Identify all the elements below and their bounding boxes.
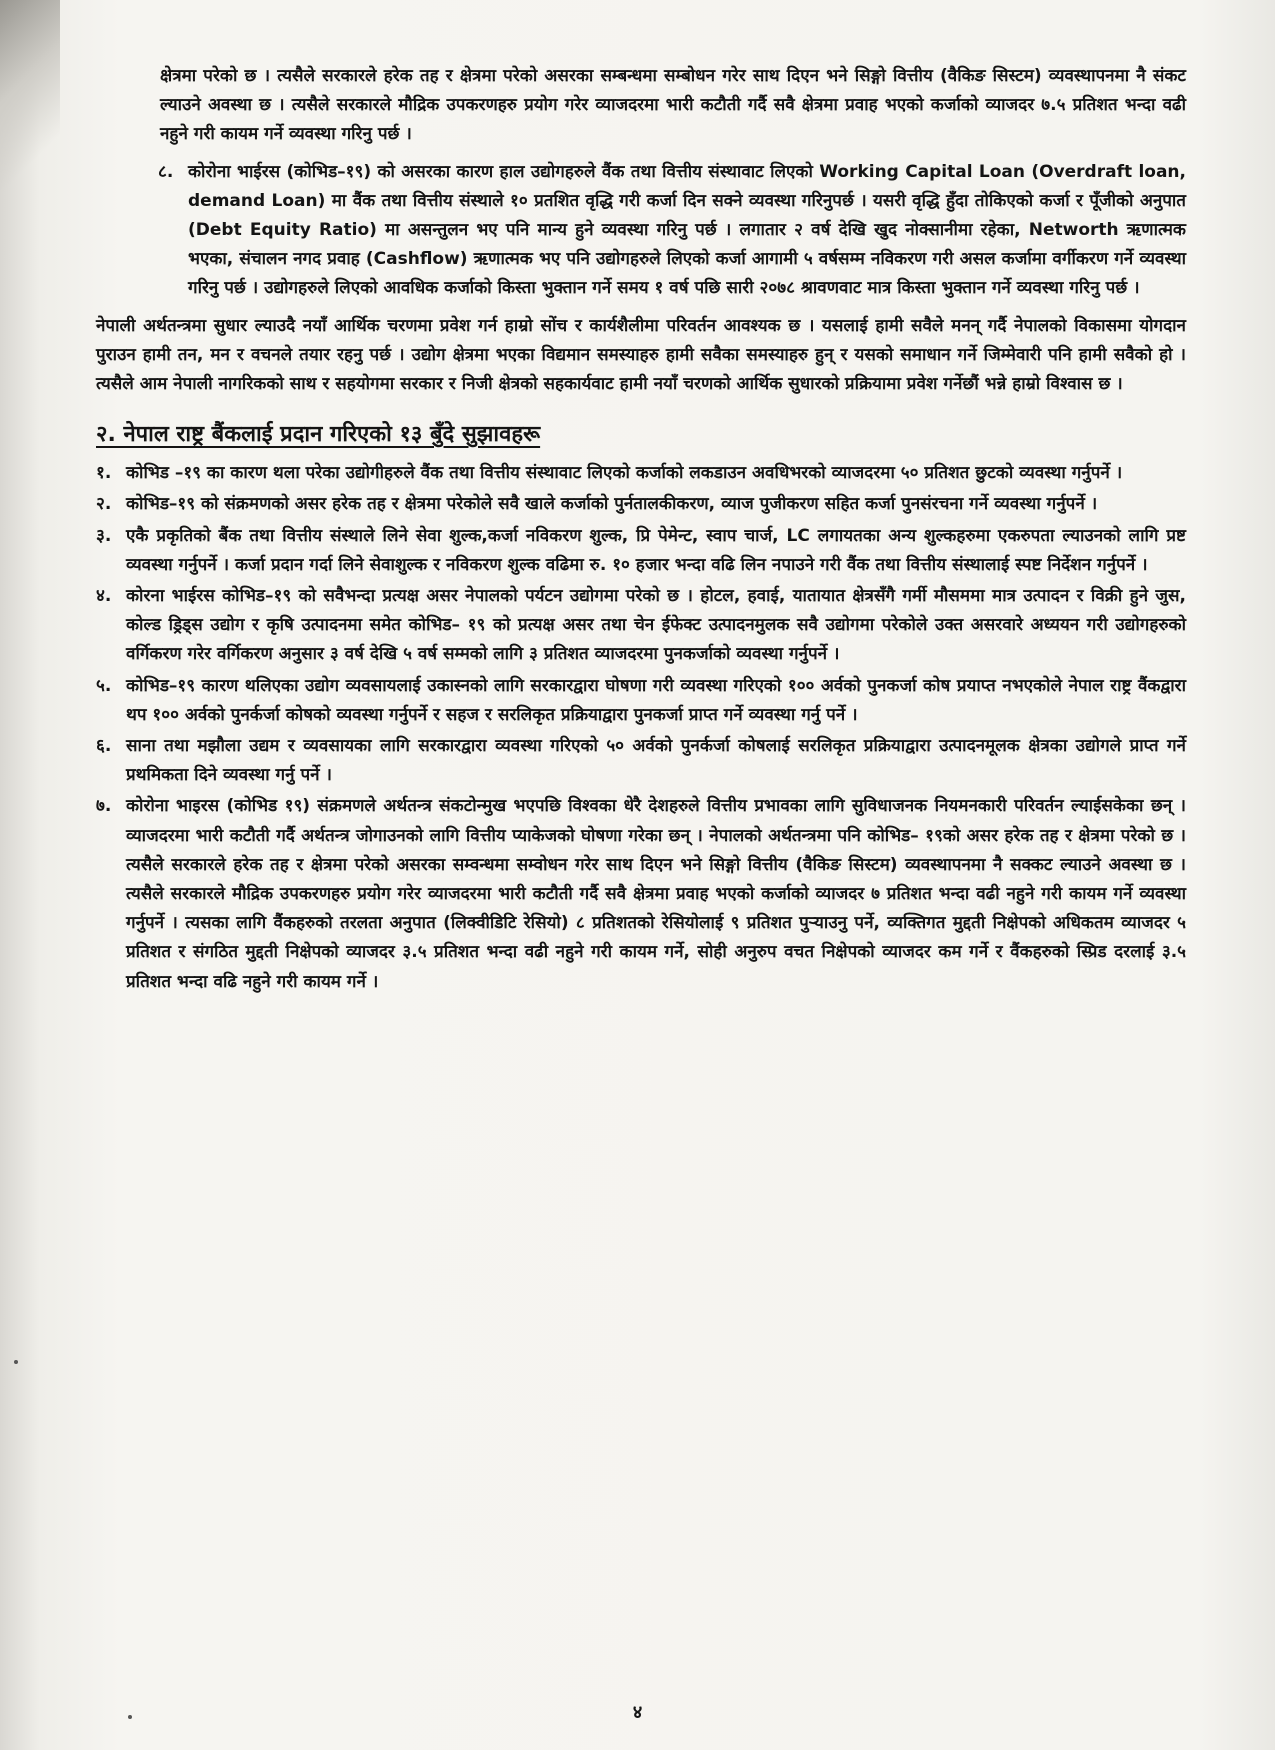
- page-corner-shadow: [0, 0, 60, 200]
- suggestion-number: ५.: [96, 675, 112, 696]
- suggestion-number: १.: [96, 463, 112, 484]
- suggestion-item: [96, 490, 1186, 519]
- suggestion-number: ६.: [96, 736, 112, 757]
- numbered-item-8: [96, 158, 1186, 304]
- suggestion-item: [96, 792, 1186, 996]
- suggestion-text: कोभिड –१९ का कारण थला परेका उद्योगीहरुले वैंक तथा वित्तीय संस्थावाट लिएको कर्जाको लकडाउन अवधिभरको व्याजदरमा ५० प्रतिशत छुटको व्यवस्था गर्नुपर्ने ।: [126, 463, 1123, 484]
- suggestion-text: कोभिड–१९ को संक्रमणको असर हरेक तह र क्षेत्रमा परेकोले सवै खाले कर्जाको पुर्नतालकीकरण, व्याज पुजीकरण सहित कर्जा पुनसंरचना गर्ने व्यवस्था गर्नुपर्ने ।: [126, 494, 1098, 515]
- suggestion-text: कोरोना भाइरस (कोभिड १९) संक्रमणले अर्थतन्त्र संकटोन्मुख भएपछि विश्वका धेरै देशहरुले वित्तीय प्रभावका लागि सुविधाजनक नियमनकारी परिवर्तन ल्याईसकेका छन् । व्याजदरमा भारी कटौती गर्दै अर्थतन्त्र जोगाउनको लागि वित्तीय प्याकेजको घोषणा गरेका छन् । नेपालको अर्थतन्त्रमा पनि कोभिड– १९को असर हरेक तह र क्षेत्रमा परेको छ । त्यसैले सरकारले हरेक तह र क्षेत्रमा परेको असरका सम्वन्धमा सम्वोधन गरेर साथ दिएन भने सिङ्गो वित्तीय (वैकिङ सिस्टम) व्यवस्थापनमा नै सक्कट ल्याउने अवस्था छ । त्यसैले सरकारले मौद्रिक उपकरणहरु प्रयोग गरेर व्याजदरमा भारी कटौती गर्दै सवै क्षेत्रमा प्रवाह भएको कर्जाको व्याजदर ७ प्रतिशत भन्दा वढी नहुने गरी कायम गर्ने व्यवस्था गर्नुपर्ने । त्यसका लागि वैंकहरुको तरलता अनुपात (लिक्वीडिटि रेसियो) ८ प्रतिशतको रेसियोलाई ९ प्रतिशत पुऱ्याउनु पर्ने, व्यक्तिगत मुद्दती निक्षेपको अधिकतम व्याजदर ५ प्रतिशत र संगठित मुद्दती निक्षेपको व्याजदर ३.५ प्रतिशत भन्दा वढी नहुने गरी कायम गर्ने, सोही अनुरुप वचत निक्षेपको व्याजदर कम गर्ने र वैंकहरुको स्प्रिड दरलाई ३.५ प्रतिशत भन्दा वढि नहुने गरी कायम गर्ने ।: [126, 796, 1186, 992]
- section-heading: २. नेपाल राष्ट्र बैंकलाई प्रदान गरिएको १३ बुँदे सुझावहरू: [96, 422, 541, 448]
- closing-paragraph: नेपाली अर्थतन्त्रमा सुधार ल्याउदै नयाँ आर्थिक चरणमा प्रवेश गर्न हाम्रो सोंच र कार्यशैलीमा परिवर्तन आवश्यक छ । यसलाई हामी सवैले मनन् गर्दै नेपालको विकासमा योगदान पुराउन हामी तन, मन र वचनले तयार रहनु पर्छ । उद्योग क्षेत्रमा भएका विद्यमान समस्याहरु हामी सवैका समस्याहरु हुन् र यसको समाधान गर्ने जिम्मेवारी पनि हामी सवैको हो । त्यसैले आम नेपाली नागरिकको साथ र सहयोगमा सरकार र निजी क्षेत्रको सहकार्यवाट हामी नयाँ चरणको आर्थिक सुधारको प्रक्रियामा प्रवेश गर्नेछौं भन्ने हाम्रो विश्वास छ ।: [96, 315, 1186, 395]
- suggestion-number: ४.: [96, 586, 112, 607]
- scan-speck: [14, 1360, 18, 1364]
- suggestion-text: एकै प्रकृतिको बैंक तथा वित्तीय संस्थाले लिने सेवा शुल्क,कर्जा नविकरण शुल्क, प्रि पेमेन्ट, स्वाप चार्ज, LC लगायतका अन्य शुल्कहरुमा एकरुपता ल्याउनको लागि प्रष्ट व्यवस्था गर्नुपर्ने । कर्जा प्रदान गर्दा लिने सेवाशुल्क र नविकरण शुल्क वढिमा रु. १० हजार भन्दा वढि लिन नपाउने गरी वैंक तथा वित्तीय संस्थालाई स्पष्ट निर्देशन गर्नुपर्ने ।: [126, 525, 1186, 575]
- page-number: ४: [632, 1702, 643, 1723]
- suggestion-text: कोभिड–१९ कारण थलिएका उद्योग व्यवसायलाई उकास्नको लागि सरकारद्वारा घोषणा गरी व्यवस्था गरिएको १०० अर्वको पुनकर्जा कोष प्रयाप्त नभएकोले नेपाल राष्ट्र वैंकद्वारा थप १०० अर्वको पुनर्कर्जा कोषको व्यवस्था गर्नुपर्ने र सहज र सरलिकृत प्रक्रियाद्वारा पुनकर्जा प्राप्त गर्ने व्यवस्था गर्नु पर्ने ।: [126, 675, 1186, 725]
- suggestion-item: [96, 459, 1186, 488]
- suggestion-number: २.: [96, 494, 112, 515]
- item-text: कोरोना भाईरस (कोभिड–१९) को असरका कारण हाल उद्योगहरुले वैंक तथा वित्तीय संस्थावाट लिएको Working Capital Loan (Overdraft loan, demand Loan) मा वैंक तथा वित्तीय संस्थाले १० प्रतशित वृद्धि गरी कर्जा दिन सक्ने व्यवस्था गरिनुपर्छ । यसरी वृद्धि हुँदा तोकिएको कर्जा र पूँजीको अनुपात (Debt Equity Ratio) मा असन्तुलन भए पनि मान्य हुने व्यवस्था गरिनु पर्छ । लगातार २ वर्ष देखि खुद नोक्सानीमा रहेका, Networth ऋणात्मक भएका, संचालन नगद प्रवाह (Cashflow) ऋणात्मक भए पनि उद्योगहरुले लिएको कर्जा आगामी ५ वर्षसम्म नविकरण गरी असल कर्जामा वर्गीकरण गर्ने व्यवस्था गरिनु पर्छ । उद्योगहरुले लिएको आवधिक कर्जाको किस्ता भुक्तान गर्ने समय १ वर्ष पछि सारी २०७८ श्रावणवाट मात्र किस्ता भुक्तान गर्ने व्यवस्था गरिनु पर्छ ।: [188, 161, 1186, 299]
- suggestion-number: ७.: [96, 796, 112, 817]
- document-body: [96, 62, 1186, 997]
- suggestion-text: साना तथा मझौला उद्यम र व्यवसायका लागि सरकारद्वारा व्यवस्था गरिएको ५० अर्वको पुनर्कर्जा कोषलाई सरलिकृत प्रक्रियाद्वारा उत्पादनमूलक क्षेत्रका उद्योगले प्राप्त गर्ने प्रथमिकता दिने व्यवस्था गर्नु पर्ने ।: [126, 736, 1186, 786]
- suggestion-item: [96, 522, 1186, 580]
- suggestion-item: [96, 672, 1186, 730]
- suggestion-item: [96, 732, 1186, 790]
- item-number: ८.: [158, 161, 174, 182]
- suggestion-item: [96, 582, 1186, 670]
- suggestion-text: कोरना भाईरस कोभिड–१९ को सवैभन्दा प्रत्यक्ष असर नेपालको पर्यटन उद्योगमा परेको छ । होटल, हवाई, यातायात क्षेत्रसँगै गर्मी मौसममा मात्र उत्पादन र विक्री हुने जुस, कोल्ड ड्रिड्स उद्योग र कृषि उत्पादनमा समेत कोभिड– १९ को प्रत्यक्ष असर तथा चेन ईफेक्ट उत्पादनमुलक सवै उद्योगमा परेकोले उक्त असरवारे अध्ययन गरी उद्योगहरुको वर्गिकरण गरेर वर्गिकरण अनुसार ३ वर्ष देखि ५ वर्ष सम्मको लागि ३ प्रतिशत व्याजदरमा पुनकर्जाको व्यवस्था गर्नुपर्ने ।: [126, 586, 1186, 665]
- suggestion-number: ३.: [96, 525, 112, 546]
- intro-paragraph: क्षेत्रमा परेको छ । त्यसैले सरकारले हरेक तह र क्षेत्रमा परेको असरका सम्बन्धमा सम्बोधन गरेर साथ दिएन भने सिङ्गो वित्तीय (वैकिङ सिस्टम) व्यवस्थापनमा नै संकट ल्याउने अवस्था छ । त्यसैले सरकारले मौद्रिक उपकरणहरु प्रयोग गरेर व्याजदरमा भारी कटौती गर्दै सवै क्षेत्रमा प्रवाह भएको कर्जाको व्याजदर ७.५ प्रतिशत भन्दा वढी नहुने गरी कायम गर्ने व्यवस्था गरिनु पर्छ ।: [160, 66, 1186, 145]
